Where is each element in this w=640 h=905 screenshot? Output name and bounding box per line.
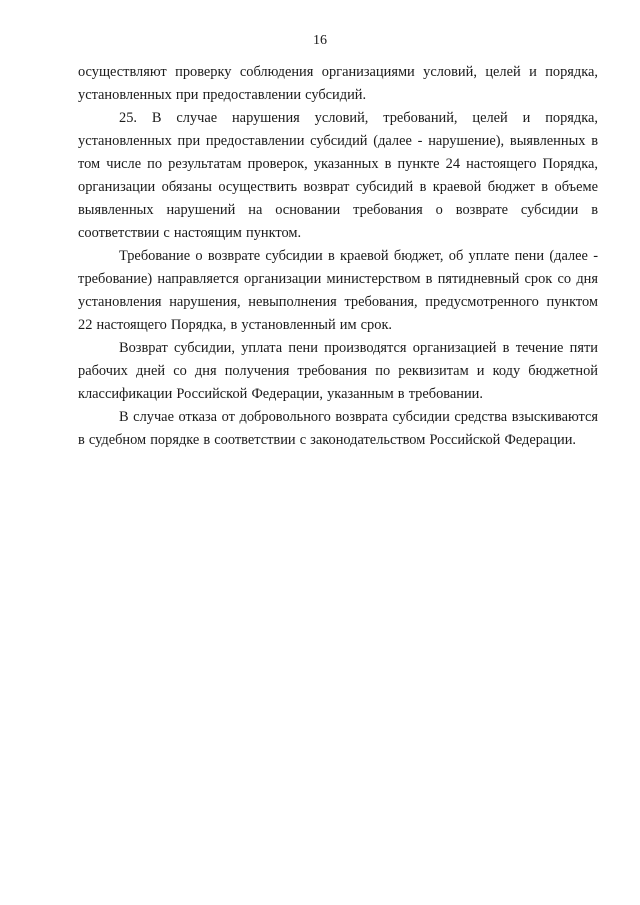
paragraph-clause-25: 25. В случае нарушения условий, требований, целей и порядка, установленных при предоставлении субсидий (далее - нарушение), выявленных в том числе по результатам проверок, указанных в пункте 24 настоящего Порядка, организации обязаны осуществить возврат субсидий в краевой бюджет в объеме выявленных нарушений на основании требования о возврате субсидии в соответствии с настоящим пунктом.: [78, 110, 598, 241]
paragraph-court-recovery: В случае отказа от добровольного возврата субсидии средства взыскиваются в судебном порядке в соответствии с законодательством Российской Федерации.: [78, 409, 598, 448]
paragraph-continuation: осуществляют проверку соблюдения организациями условий, целей и порядка, установленных при предоставлении субсидий.: [78, 64, 598, 103]
page-number: 16: [313, 33, 327, 48]
paragraph-refund-terms: Возврат субсидии, уплата пени производятся организацией в течение пяти рабочих дней со дня получения требования по реквизитам и коду бюджетной классификации Российской Федерации, указанным в требовании.: [78, 340, 598, 402]
paragraph-requirement: Требование о возврате субсидии в краевой бюджет, об уплате пени (далее - требование) направляется организации министерством в пятидневный срок со дня установления нарушения, невыполнения требования, предусмотренного пунктом 22 настоящего Порядка, в установленный им срок.: [78, 248, 598, 333]
document-body: [78, 61, 598, 452]
